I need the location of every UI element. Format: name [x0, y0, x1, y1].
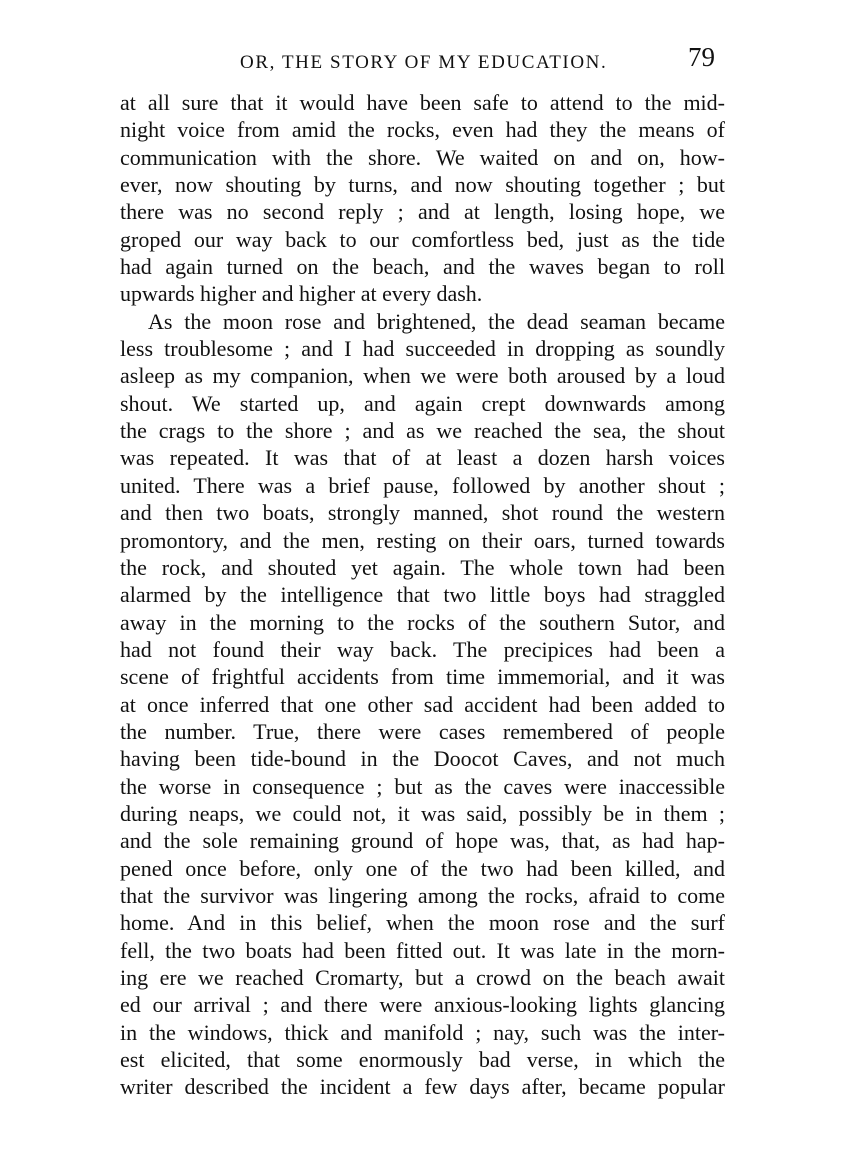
text-line: had not found their way back. The precipices had been a	[120, 636, 725, 662]
paragraph-start-line: As the moon rose and brightened, the dead seaman became	[148, 308, 725, 334]
text-line: had again turned on the beach, and the waves began to roll	[120, 254, 725, 280]
running-head	[120, 42, 725, 82]
text-line: asleep as my companion, when we were both aroused by a loud	[120, 363, 725, 389]
text-line: night voice from amid the rocks, even had they the means of	[120, 117, 725, 143]
text-line: the number. True, there were cases remembered of people	[120, 718, 725, 744]
text-line: less troublesome ; and I had succeeded in dropping as soundly	[120, 336, 725, 362]
text-line: shout. We started up, and again crept downwards among	[120, 390, 725, 416]
text-line: the worse in consequence ; but as the caves were inaccessible	[120, 773, 725, 799]
text-line: ever, now shouting by turns, and now shouting together ; but	[120, 172, 725, 198]
text-line: away in the morning to the rocks of the southern Sutor, and	[120, 609, 725, 635]
text-line: fell, the two boats had been fitted out. It was late in the morn-	[120, 937, 725, 963]
text-line: and then two boats, strongly manned, shot round the western	[120, 500, 725, 526]
text-line: ing ere we reached Cromarty, but a crowd on the beach await	[120, 965, 725, 990]
text-line: communication with the shore. We waited on and on, how-	[120, 144, 725, 170]
text-line: having been tide-bound in the Doocot Caves, and not much	[120, 746, 725, 772]
text-line: in the windows, thick and manifold ; nay, such was the inter-	[120, 1019, 725, 1045]
paragraph-end-line: upwards higher and higher at every dash.	[120, 281, 483, 307]
body-text	[120, 89, 725, 1101]
text-line: promontory, and the men, resting on their oars, turned towards	[120, 527, 725, 553]
text-line: groped our way back to our comfortless bed, just as the tide	[120, 226, 725, 252]
text-line: writer described the incident a few days after, became popular	[120, 1074, 725, 1100]
book-page	[120, 42, 725, 1101]
text-line: there was no second reply ; and at length, losing hope, we	[120, 199, 725, 225]
text-line: during neaps, we could not, it was said, possibly be in them ;	[120, 800, 725, 826]
page-number: 79	[688, 42, 715, 72]
text-line: was repeated. It was that of at least a dozen harsh voices	[120, 445, 725, 471]
text-line: the rock, and shouted yet again. The whole town had been	[120, 554, 725, 580]
text-line: that the survivor was lingering among the rocks, afraid to come	[120, 882, 725, 908]
text-line: at all sure that it would have been safe to attend to the mid-	[120, 90, 725, 115]
text-line: ed our arrival ; and there were anxious-looking lights glancing	[120, 992, 725, 1018]
text-line: scene of frightful accidents from time immemorial, and it was	[120, 664, 725, 690]
text-line: united. There was a brief pause, followed by another shout ;	[120, 472, 725, 498]
text-line: alarmed by the intelligence that two little boys had straggled	[120, 582, 725, 608]
text-line: home. And in this belief, when the moon rose and the surf	[120, 910, 725, 936]
running-title: OR, THE STORY OF MY EDUCATION.	[240, 52, 608, 73]
text-line: and the sole remaining ground of hope was, that, as had hap-	[120, 828, 725, 854]
text-line: est elicited, that some enormously bad verse, in which the	[120, 1047, 725, 1073]
text-line: at once inferred that one other sad accident had been added to	[120, 691, 725, 717]
text-line: pened once before, only one of the two had been killed, and	[120, 855, 725, 881]
text-line: the crags to the shore ; and as we reached the sea, the shout	[120, 418, 725, 444]
